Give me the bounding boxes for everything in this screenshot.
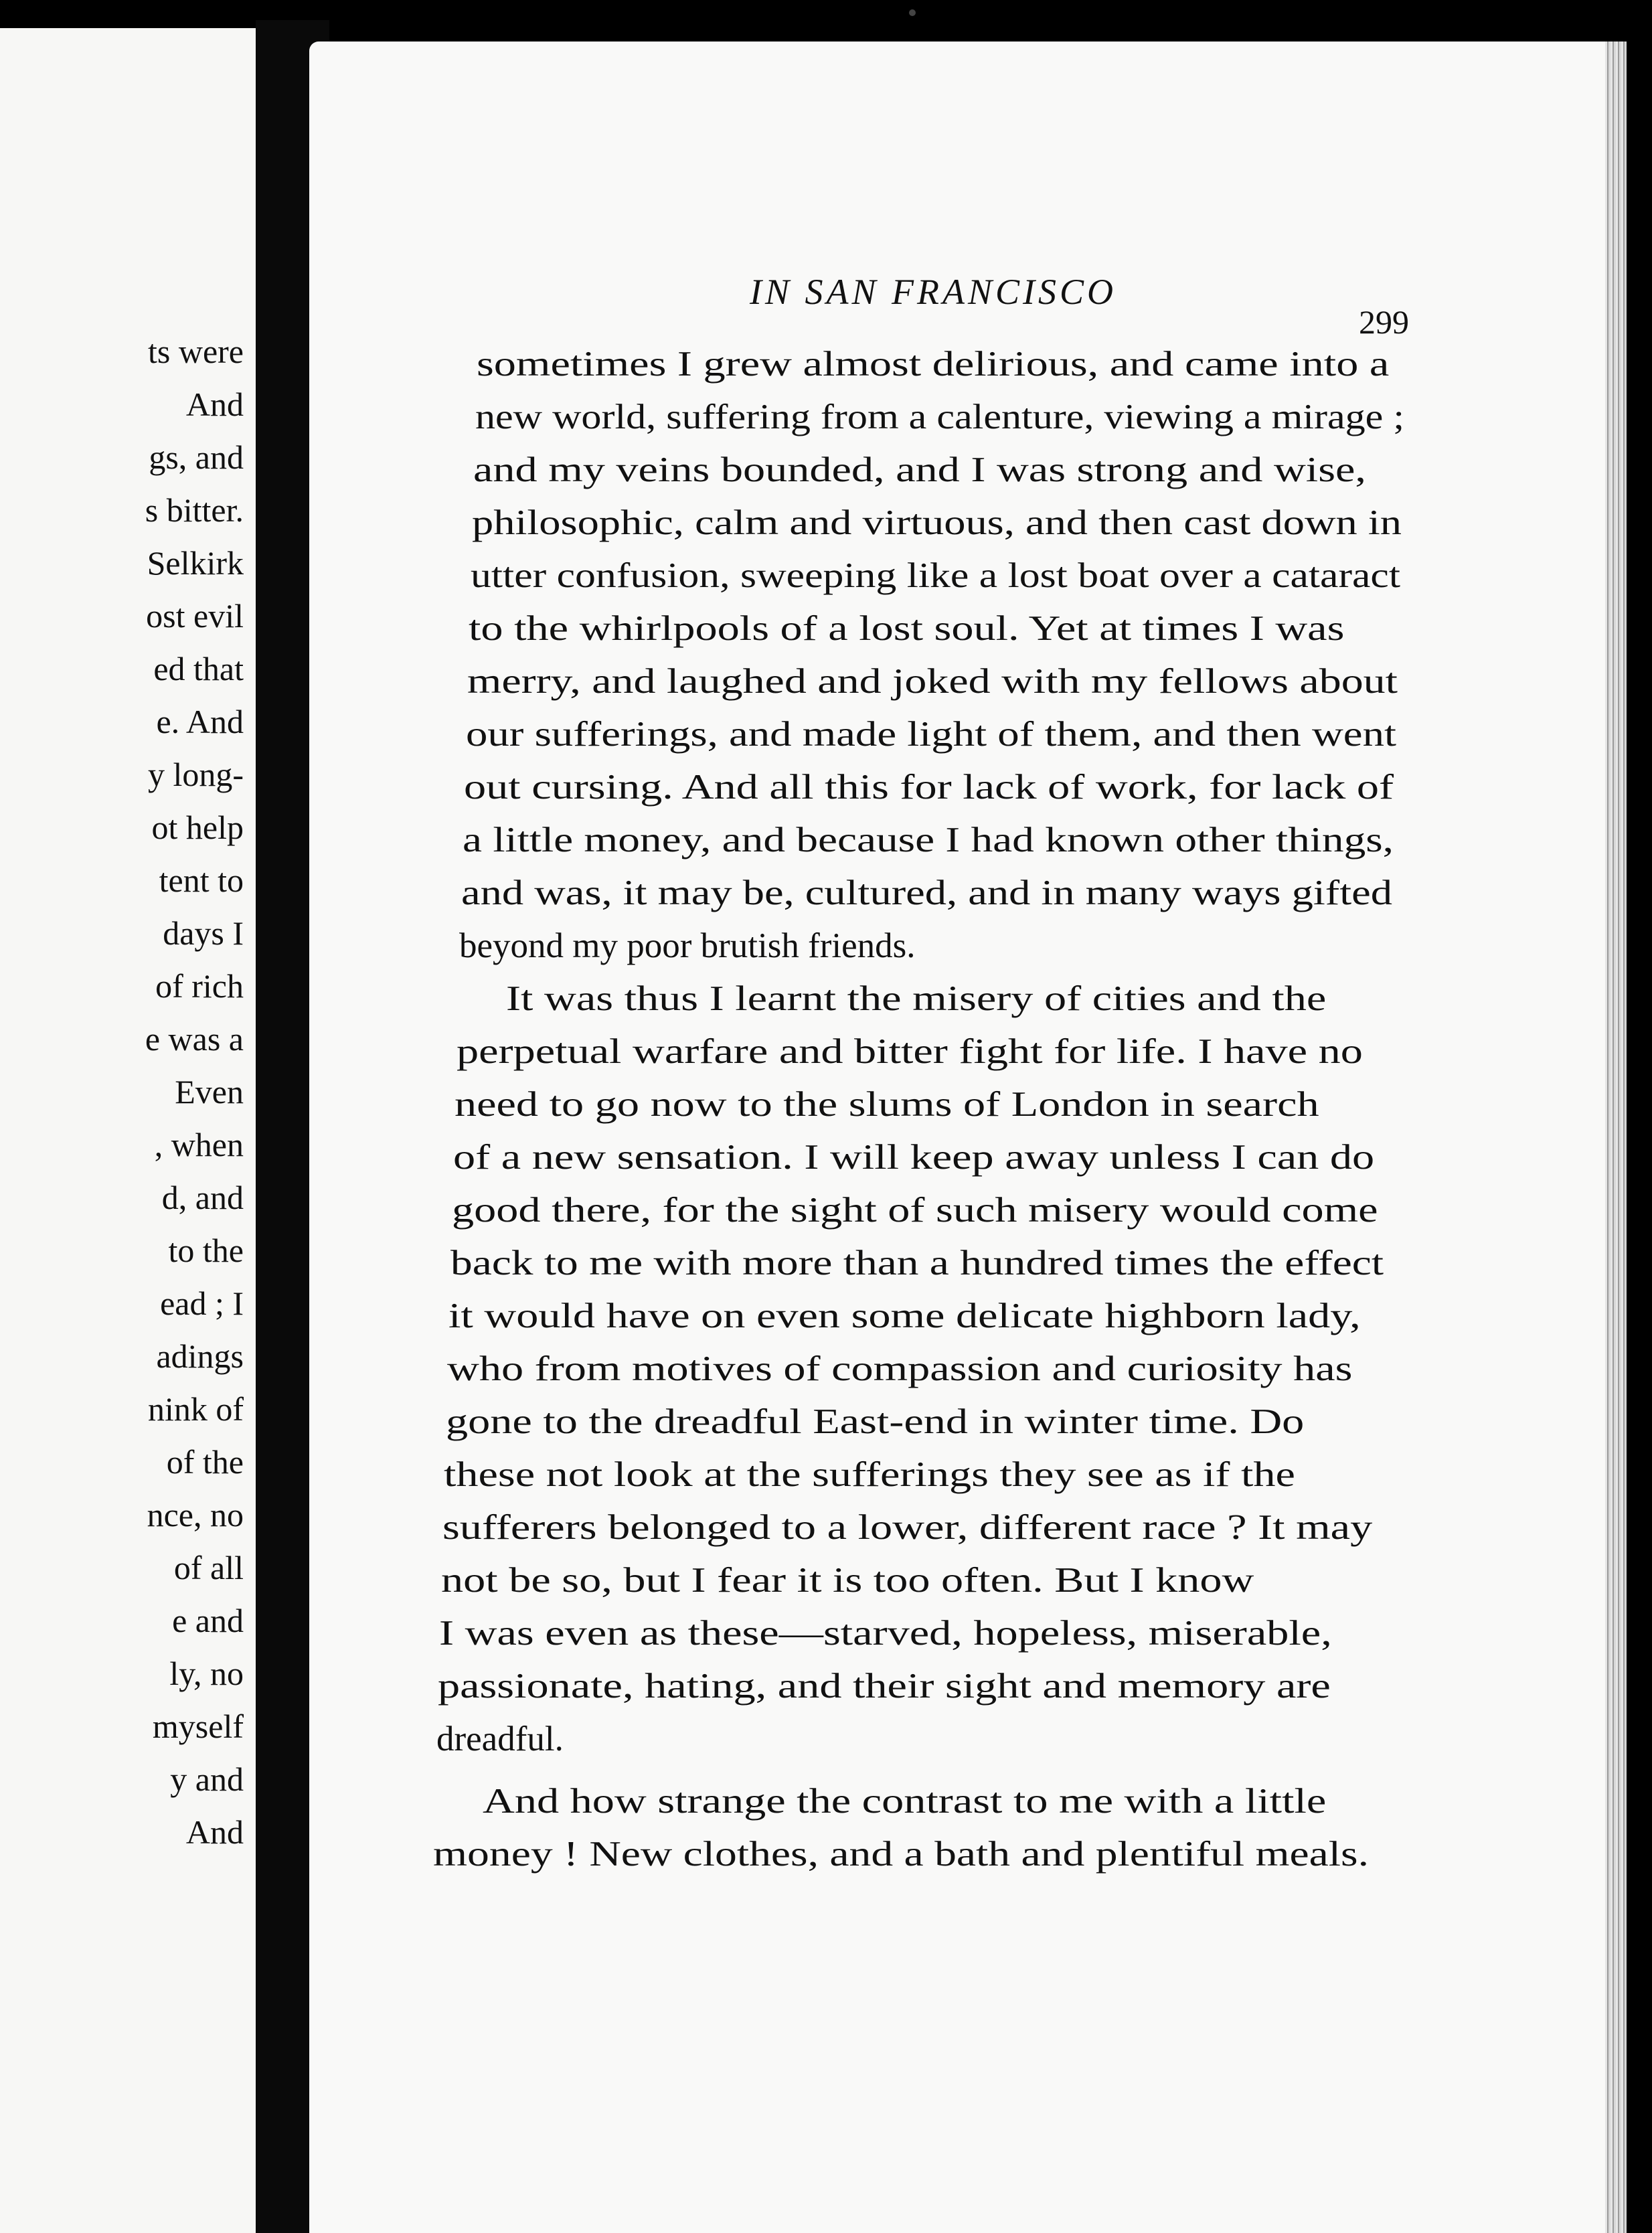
left-page-line: ed that	[153, 650, 244, 687]
body-line: our sufferings, and made light of them, and then went	[466, 715, 1396, 754]
left-page-line: Selkirk	[147, 544, 244, 582]
body-line: it would have on even some delicate highborn lady,	[448, 1297, 1361, 1335]
left-page-line: of rich	[155, 967, 244, 1005]
body-line: passionate, hating, and their sight and memory are	[438, 1667, 1331, 1706]
left-page-line: days I	[163, 914, 244, 952]
body-line: sufferers belonged to a lower, different race ? It may	[442, 1508, 1373, 1547]
left-page-line: And	[185, 1813, 244, 1851]
body-line: philosophic, calm and virtuous, and then cast down in	[472, 503, 1402, 542]
running-head: IN SAN FRANCISCO	[750, 272, 1117, 312]
left-page-line: ts were	[148, 333, 244, 370]
body-line: of a new sensation. I will keep away unless I can do	[453, 1138, 1375, 1177]
left-page-line: nink of	[147, 1390, 244, 1428]
body-line: sometimes I grew almost delirious, and came into a	[477, 345, 1390, 384]
left-page-line: of all	[173, 1549, 244, 1586]
left-page-line: of the	[166, 1443, 244, 1481]
dust-speck	[909, 9, 916, 16]
body-line: dreadful.	[436, 1720, 564, 1758]
body-line: who from motives of compassion and curiosity has	[447, 1349, 1353, 1388]
left-page-line: d, and	[161, 1179, 244, 1216]
body-line: out cursing. And all this for lack of work, for lack of	[464, 768, 1394, 807]
body-line: to the whirlpools of a lost soul. Yet at times I was	[469, 609, 1345, 648]
left-page-line: s bitter.	[145, 491, 244, 529]
body-line: back to me with more than a hundred times the effect	[450, 1244, 1384, 1283]
body-line: perpetual warfare and bitter fight for life. I have no	[457, 1032, 1363, 1071]
body-line: utter confusion, sweeping like a lost boat over a cataract	[471, 556, 1400, 595]
left-page-line: ly, no	[169, 1655, 244, 1692]
body-line: need to go now to the slums of London in search	[455, 1085, 1319, 1124]
body-line: a little money, and because I had known other things,	[463, 821, 1394, 859]
left-page-line: ead ; I	[160, 1285, 244, 1322]
left-page-line: adings	[156, 1337, 244, 1375]
left-page-line: to the	[168, 1232, 244, 1269]
body-line: good there, for the sight of such misery would come	[452, 1191, 1378, 1230]
body-line: merry, and laughed and joked with my fellows about	[467, 662, 1398, 701]
page-edges	[1605, 42, 1627, 2233]
left-page-line: And	[185, 386, 244, 423]
left-page-line: nce, no	[147, 1496, 244, 1534]
left-page-line: e was a	[145, 1020, 244, 1058]
scan-border	[1627, 0, 1652, 2233]
left-page-line: e and	[172, 1602, 244, 1639]
body-line: and my veins bounded, and I was strong and wise,	[473, 450, 1366, 489]
left-page-line: gs, and	[149, 438, 244, 476]
body-line: not be so, but I fear it is too often. But I know	[441, 1561, 1254, 1600]
left-page	[0, 28, 256, 2233]
left-page-line: myself	[152, 1708, 244, 1745]
left-page-line: ot help	[151, 809, 244, 846]
left-page-line: tent to	[159, 861, 244, 899]
body-line: beyond my poor brutish friends.	[459, 926, 916, 965]
body-line: these not look at the sufferings they see as if the	[444, 1455, 1295, 1494]
left-page-line: Even	[175, 1073, 244, 1110]
left-page-line: y long-	[147, 756, 244, 793]
left-page-line: e. And	[156, 703, 244, 740]
body-line: and was, it may be, cultured, and in many ways gifted	[461, 874, 1392, 912]
left-page-line: y and	[170, 1760, 244, 1798]
body-line: I was even as these—starved, hopeless, miserable,	[439, 1614, 1332, 1653]
page-number: 299	[1359, 303, 1409, 341]
body-line: It was thus I learnt the misery of cities and the	[506, 979, 1327, 1018]
body-line: money ! New clothes, and a bath and plentiful meals.	[433, 1835, 1369, 1874]
left-page-line: ost evil	[146, 597, 244, 635]
body-line: gone to the dreadful East-end in winter time. Do	[446, 1402, 1305, 1441]
body-line: And how strange the contrast to me with a little	[483, 1782, 1327, 1821]
body-line: new world, suffering from a calenture, viewing a mirage ;	[475, 398, 1404, 436]
left-page-line: , when	[154, 1126, 244, 1163]
